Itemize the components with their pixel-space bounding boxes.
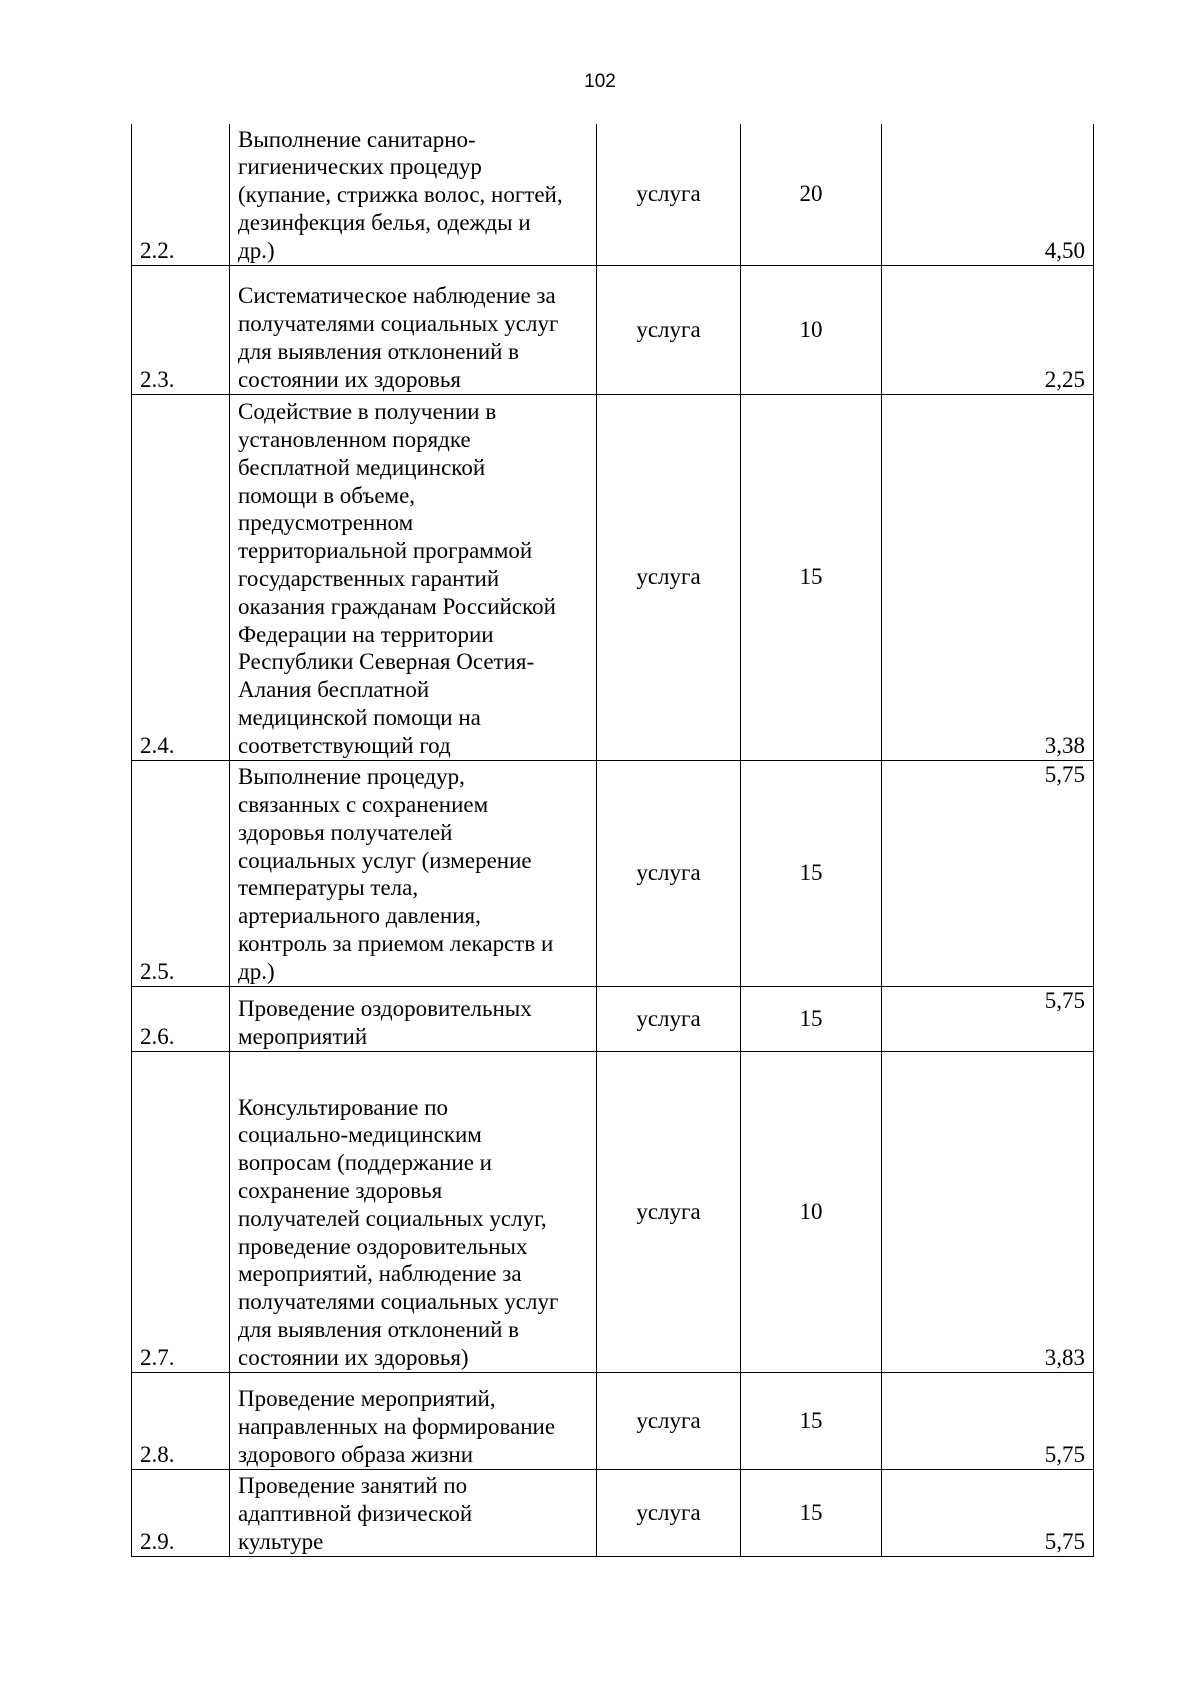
row-number: 2.9. xyxy=(132,1469,230,1556)
quantity-cell: 10 xyxy=(741,265,882,394)
quantity-cell: 15 xyxy=(741,1372,882,1469)
price-cell: 2,25 xyxy=(882,265,1094,394)
row-number: 2.4. xyxy=(132,394,230,760)
unit-cell: услуга xyxy=(597,124,741,265)
unit-cell: услуга xyxy=(597,265,741,394)
service-name: Консультирование по социально-медицинским вопросам (поддержание и сохранение здоровья получателей социальных услуг, проведение оздоровительных мероприятий, наблюдение за получателями социальных услуг для выявления отклонений в состоянии их здоровья) xyxy=(230,1051,597,1372)
table-row xyxy=(132,1372,1094,1469)
table-row xyxy=(132,124,1094,265)
unit-cell: услуга xyxy=(597,760,741,986)
price-cell: 4,50 xyxy=(882,124,1094,265)
table-row xyxy=(132,1469,1094,1556)
price-cell: 3,83 xyxy=(882,1051,1094,1372)
service-name: Выполнение процедур, связанных с сохранением здоровья получателей социальных услуг (измерение температуры тела, артериального давления, контроль за приемом лекарств и др.) xyxy=(230,760,597,986)
service-name: Систематическое наблюдение за получателями социальных услуг для выявления отклонений в состоянии их здоровья xyxy=(230,265,597,394)
page-number: 102 xyxy=(584,71,616,92)
unit-cell: услуга xyxy=(597,394,741,760)
unit-cell: услуга xyxy=(597,1469,741,1556)
service-name: Проведение мероприятий, направленных на формирование здорового образа жизни xyxy=(230,1372,597,1469)
quantity-cell: 15 xyxy=(741,760,882,986)
quantity-cell: 20 xyxy=(741,124,882,265)
services-table xyxy=(131,124,1094,1557)
price-cell: 5,75 xyxy=(882,760,1094,986)
service-name: Содействие в получении в установленном порядке бесплатной медицинской помощи в объеме, предусмотренном территориальной программой государственных гарантий оказания гражданам Российской Федерации на территории Республики Северная Осетия- Алания бесплатной медицинской помощи на соответствующий год xyxy=(230,394,597,760)
unit-cell: услуга xyxy=(597,1372,741,1469)
table-row xyxy=(132,265,1094,394)
row-number: 2.5. xyxy=(132,760,230,986)
table-row xyxy=(132,1051,1094,1372)
price-cell: 5,75 xyxy=(882,1469,1094,1556)
service-name: Проведение оздоровительных мероприятий xyxy=(230,986,597,1051)
price-cell: 5,75 xyxy=(882,1372,1094,1469)
price-cell: 5,75 xyxy=(882,986,1094,1051)
unit-cell: услуга xyxy=(597,1051,741,1372)
unit-cell: услуга xyxy=(597,986,741,1051)
quantity-cell: 15 xyxy=(741,1469,882,1556)
quantity-cell: 15 xyxy=(741,986,882,1051)
table-row xyxy=(132,986,1094,1051)
row-number: 2.6. xyxy=(132,986,230,1051)
quantity-cell: 15 xyxy=(741,394,882,760)
service-name: Проведение занятий по адаптивной физической культуре xyxy=(230,1469,597,1556)
row-number: 2.7. xyxy=(132,1051,230,1372)
row-number: 2.2. xyxy=(132,124,230,265)
row-number: 2.8. xyxy=(132,1372,230,1469)
row-number: 2.3. xyxy=(132,265,230,394)
price-cell: 3,38 xyxy=(882,394,1094,760)
service-name: Выполнение санитарно- гигиенических процедур (купание, стрижка волос, ногтей, дезинфекция белья, одежды и др.) xyxy=(230,124,597,265)
table-row xyxy=(132,394,1094,760)
table-row xyxy=(132,760,1094,986)
quantity-cell: 10 xyxy=(741,1051,882,1372)
